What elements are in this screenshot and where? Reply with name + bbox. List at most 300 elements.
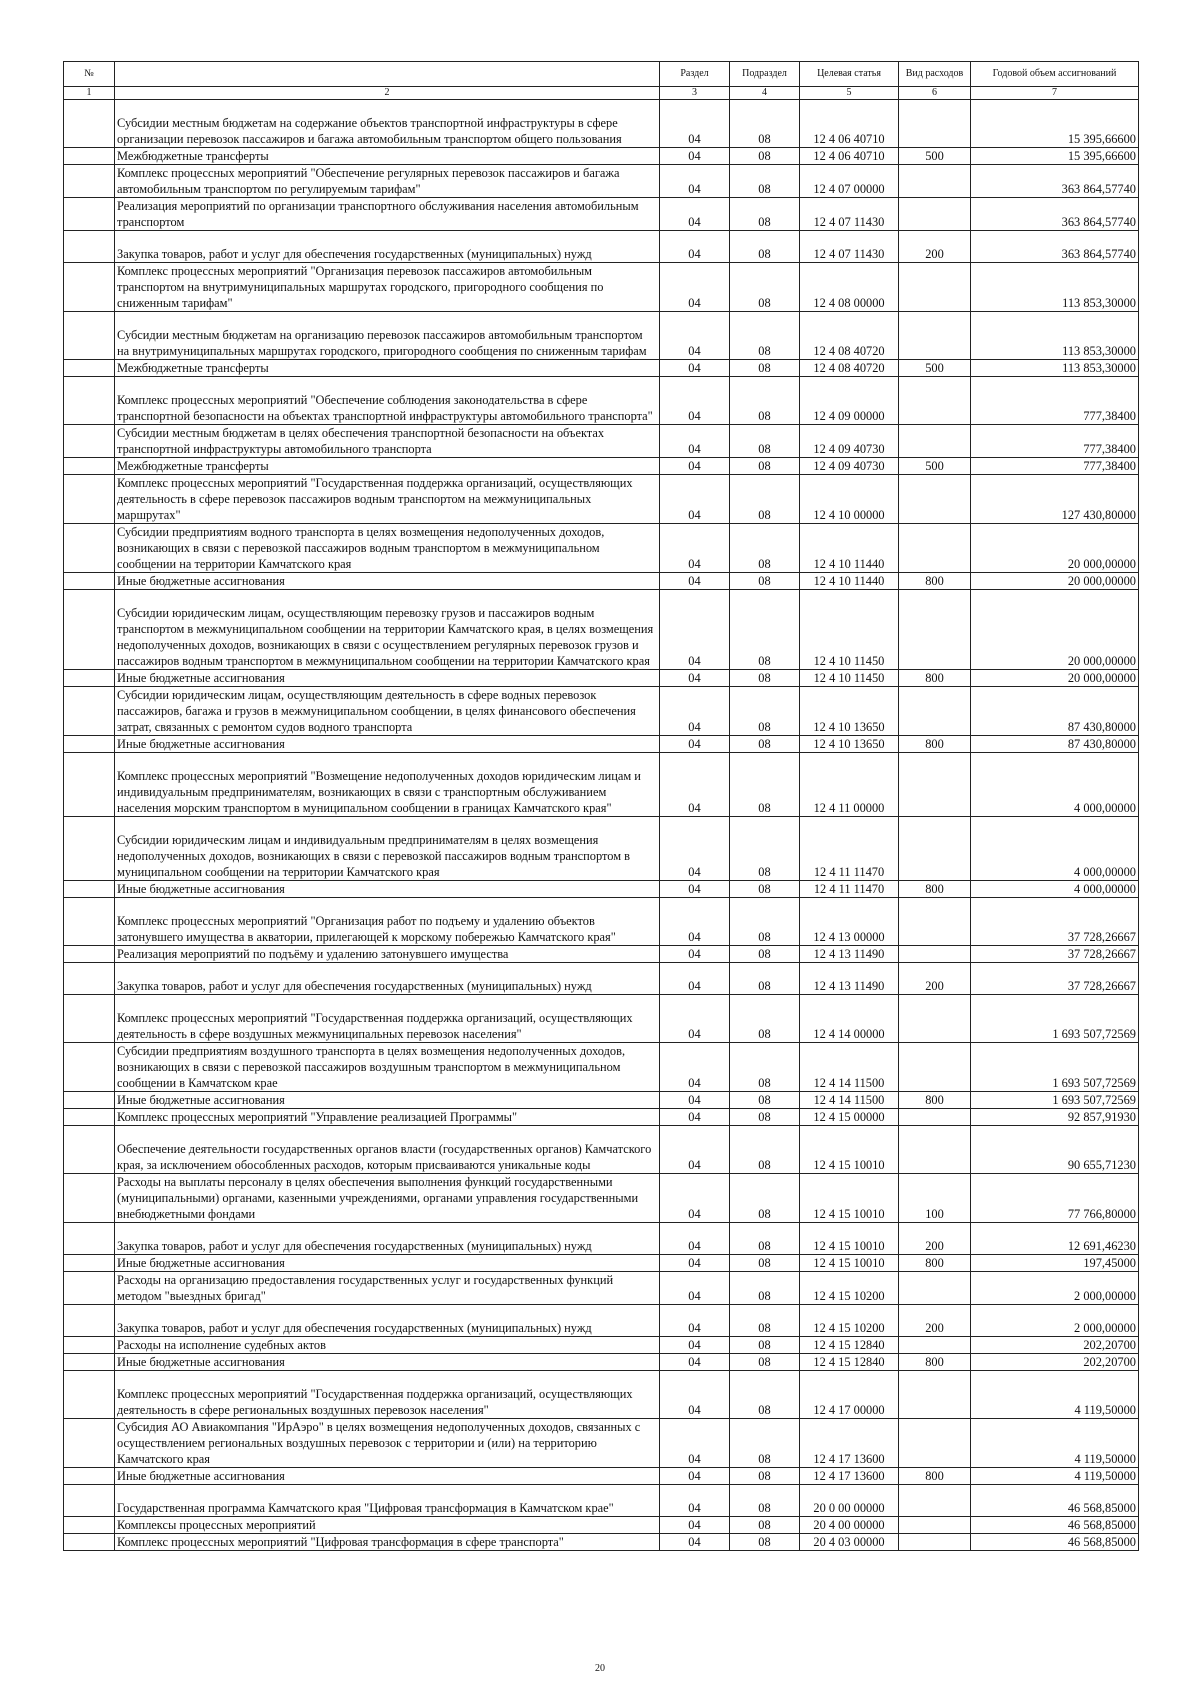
row-subsection-cell: 08	[730, 1371, 800, 1419]
row-number-cell	[64, 524, 115, 573]
row-amount-cell: 113 853,30000	[971, 312, 1139, 360]
row-expense-type-cell: 800	[899, 1255, 971, 1272]
row-number-cell	[64, 1109, 115, 1126]
row-number-cell	[64, 573, 115, 590]
row-subsection-cell: 08	[730, 1272, 800, 1305]
row-expense-type-cell: 200	[899, 231, 971, 263]
row-section-cell: 04	[660, 1371, 730, 1419]
row-number-cell	[64, 360, 115, 377]
row-target-item-cell: 12 4 15 10010	[800, 1223, 899, 1255]
row-name-cell: Комплекс процессных мероприятий "Организация перевозок пассажиров автомобильным транспортом на внутримуниципальных маршрутах городского, пригородного сообщения по сниженным тарифам"	[115, 263, 660, 312]
row-name-cell: Субсидии предприятиям водного транспорта в целях возмещения недополученных доходов, возникающих в связи с перевозкой пассажиров водным транспортом в межмуниципальном сообщении на территории Камчатского края	[115, 524, 660, 573]
row-amount-cell: 363 864,57740	[971, 165, 1139, 198]
header-expense-type: Вид расходов	[899, 62, 971, 87]
row-amount-cell: 113 853,30000	[971, 360, 1139, 377]
table-row	[64, 1174, 1139, 1223]
header-annual-volume: Годовой объем ассигнований	[971, 62, 1139, 87]
row-target-item-cell: 12 4 15 10010	[800, 1255, 899, 1272]
header-no: №	[64, 62, 115, 87]
row-subsection-cell: 08	[730, 475, 800, 524]
table-row	[64, 231, 1139, 263]
row-amount-cell: 777,38400	[971, 377, 1139, 425]
header-subsection: Подраздел	[730, 62, 800, 87]
row-name-cell: Иные бюджетные ассигнования	[115, 1092, 660, 1109]
table-row	[64, 312, 1139, 360]
row-number-cell	[64, 1305, 115, 1337]
row-section-cell: 04	[660, 1092, 730, 1109]
row-number-cell	[64, 231, 115, 263]
row-section-cell: 04	[660, 231, 730, 263]
row-amount-cell: 113 853,30000	[971, 263, 1139, 312]
row-section-cell: 04	[660, 1255, 730, 1272]
row-amount-cell: 127 430,80000	[971, 475, 1139, 524]
row-name-cell: Иные бюджетные ассигнования	[115, 881, 660, 898]
row-name-cell: Комплексы процессных мероприятий	[115, 1517, 660, 1534]
row-subsection-cell: 08	[730, 1517, 800, 1534]
row-name-cell: Иные бюджетные ассигнования	[115, 573, 660, 590]
row-expense-type-cell: 800	[899, 670, 971, 687]
row-amount-cell: 1 693 507,72569	[971, 1092, 1139, 1109]
row-number-cell	[64, 1126, 115, 1174]
row-target-item-cell: 12 4 15 10010	[800, 1126, 899, 1174]
row-section-cell: 04	[660, 817, 730, 881]
header-target-item: Целевая статья	[800, 62, 899, 87]
row-section-cell: 04	[660, 360, 730, 377]
row-subsection-cell: 08	[730, 898, 800, 946]
table-row	[64, 753, 1139, 817]
row-name-cell: Расходы на организацию предоставления государственных услуг и государственных функций методом "выездных бригад"	[115, 1272, 660, 1305]
row-section-cell: 04	[660, 1109, 730, 1126]
row-expense-type-cell	[899, 100, 971, 148]
row-subsection-cell: 08	[730, 1305, 800, 1337]
row-name-cell: Субсидии предприятиям воздушного транспорта в целях возмещения недополученных доходов, возникающих в связи с перевозкой пассажиров воздушным транспортом в межмуниципальном сообщении в Камчатском крае	[115, 1043, 660, 1092]
row-amount-cell: 90 655,71230	[971, 1126, 1139, 1174]
row-subsection-cell: 08	[730, 1337, 800, 1354]
row-section-cell: 04	[660, 148, 730, 165]
row-section-cell: 04	[660, 1043, 730, 1092]
row-expense-type-cell	[899, 1109, 971, 1126]
row-target-item-cell: 12 4 17 00000	[800, 1371, 899, 1419]
row-amount-cell: 2 000,00000	[971, 1305, 1139, 1337]
row-amount-cell: 87 430,80000	[971, 736, 1139, 753]
row-number-cell	[64, 1174, 115, 1223]
row-name-cell: Иные бюджетные ассигнования	[115, 1354, 660, 1371]
row-number-cell	[64, 1517, 115, 1534]
row-target-item-cell: 12 4 11 11470	[800, 817, 899, 881]
row-subsection-cell: 08	[730, 817, 800, 881]
row-section-cell: 04	[660, 1485, 730, 1517]
row-number-cell	[64, 1419, 115, 1468]
row-subsection-cell: 08	[730, 1534, 800, 1551]
row-expense-type-cell	[899, 1485, 971, 1517]
row-subsection-cell: 08	[730, 1419, 800, 1468]
row-name-cell: Субсидии местным бюджетам в целях обеспечения транспортной безопасности на объектах транспортной инфраструктуры автомобильного транспорта	[115, 425, 660, 458]
row-amount-cell: 20 000,00000	[971, 524, 1139, 573]
row-expense-type-cell	[899, 590, 971, 670]
row-number-cell	[64, 898, 115, 946]
row-subsection-cell: 08	[730, 1126, 800, 1174]
row-number-cell	[64, 475, 115, 524]
row-subsection-cell: 08	[730, 1043, 800, 1092]
table-row	[64, 687, 1139, 736]
row-section-cell: 04	[660, 312, 730, 360]
column-number: 4	[730, 87, 800, 100]
row-amount-cell: 202,20700	[971, 1354, 1139, 1371]
row-subsection-cell: 08	[730, 425, 800, 458]
row-name-cell: Комплекс процессных мероприятий "Обеспечение регулярных перевозок пассажиров и багажа автомобильным транспортом по регулируемым тарифам"	[115, 165, 660, 198]
row-expense-type-cell	[899, 165, 971, 198]
row-section-cell: 04	[660, 898, 730, 946]
row-subsection-cell: 08	[730, 1255, 800, 1272]
row-subsection-cell: 08	[730, 1174, 800, 1223]
row-expense-type-cell: 800	[899, 1092, 971, 1109]
row-expense-type-cell	[899, 425, 971, 458]
row-subsection-cell: 08	[730, 573, 800, 590]
row-name-cell: Субсидии местным бюджетам на содержание объектов транспортной инфраструктуры в сфере организации перевозок пассажиров и багажа автомобильным транспортом общего пользования	[115, 100, 660, 148]
row-target-item-cell: 12 4 15 10200	[800, 1305, 899, 1337]
row-expense-type-cell: 500	[899, 458, 971, 475]
row-target-item-cell: 12 4 08 00000	[800, 263, 899, 312]
row-section-cell: 04	[660, 995, 730, 1043]
row-number-cell	[64, 458, 115, 475]
row-subsection-cell: 08	[730, 963, 800, 995]
row-number-cell	[64, 1354, 115, 1371]
row-name-cell: Государственная программа Камчатского края "Цифровая трансформация в Камчатском крае"	[115, 1485, 660, 1517]
row-section-cell: 04	[660, 100, 730, 148]
table-row	[64, 1354, 1139, 1371]
table-row	[64, 817, 1139, 881]
table-row	[64, 1371, 1139, 1419]
row-name-cell: Комплекс процессных мероприятий "Организация работ по подъему и удалению объектов затонувшего имущества в акватории, прилегающей к морскому побережью Камчатского края"	[115, 898, 660, 946]
table-row	[64, 425, 1139, 458]
row-number-cell	[64, 1255, 115, 1272]
row-target-item-cell: 12 4 17 13600	[800, 1468, 899, 1485]
row-amount-cell: 363 864,57740	[971, 198, 1139, 231]
table-row	[64, 573, 1139, 590]
table-row	[64, 995, 1139, 1043]
row-section-cell: 04	[660, 1419, 730, 1468]
row-amount-cell: 4 119,50000	[971, 1419, 1139, 1468]
table-body	[64, 100, 1139, 1551]
table-row	[64, 1043, 1139, 1092]
row-subsection-cell: 08	[730, 670, 800, 687]
row-expense-type-cell: 200	[899, 963, 971, 995]
row-amount-cell: 1 693 507,72569	[971, 995, 1139, 1043]
table-row	[64, 360, 1139, 377]
row-expense-type-cell	[899, 198, 971, 231]
table-row	[64, 1272, 1139, 1305]
row-expense-type-cell	[899, 1534, 971, 1551]
row-name-cell: Межбюджетные трансферты	[115, 148, 660, 165]
row-name-cell: Комплекс процессных мероприятий "Возмещение недополученных доходов юридическим лицам и индивидуальным предпринимателям, возникающих в связи с транспортным обслуживанием населения морским транспортом в муниципальном сообщении в границах Камчатского края"	[115, 753, 660, 817]
row-amount-cell: 37 728,26667	[971, 946, 1139, 963]
row-target-item-cell: 12 4 10 11450	[800, 590, 899, 670]
row-target-item-cell: 12 4 10 13650	[800, 687, 899, 736]
row-amount-cell: 4 000,00000	[971, 753, 1139, 817]
table-row	[64, 1223, 1139, 1255]
row-name-cell: Иные бюджетные ассигнования	[115, 736, 660, 753]
row-amount-cell: 2 000,00000	[971, 1272, 1139, 1305]
row-section-cell: 04	[660, 475, 730, 524]
row-name-cell: Закупка товаров, работ и услуг для обеспечения государственных (муниципальных) нужд	[115, 1223, 660, 1255]
row-section-cell: 04	[660, 590, 730, 670]
row-section-cell: 04	[660, 963, 730, 995]
table-row	[64, 475, 1139, 524]
row-target-item-cell: 12 4 15 12840	[800, 1337, 899, 1354]
column-number: 6	[899, 87, 971, 100]
row-target-item-cell: 12 4 14 00000	[800, 995, 899, 1043]
row-name-cell: Реализация мероприятий по подъёму и удалению затонувшего имущества	[115, 946, 660, 963]
table-row	[64, 524, 1139, 573]
row-subsection-cell: 08	[730, 753, 800, 817]
row-target-item-cell: 12 4 15 10200	[800, 1272, 899, 1305]
row-target-item-cell: 12 4 06 40710	[800, 148, 899, 165]
row-number-cell	[64, 670, 115, 687]
row-amount-cell: 12 691,46230	[971, 1223, 1139, 1255]
row-target-item-cell: 12 4 10 13650	[800, 736, 899, 753]
table-row	[64, 1109, 1139, 1126]
row-expense-type-cell	[899, 475, 971, 524]
table-row	[64, 458, 1139, 475]
row-name-cell: Расходы на выплаты персоналу в целях обеспечения выполнения функций государственными (муниципальными) органами, казенными учреждениями, органами управления государственными внебюджетными фондами	[115, 1174, 660, 1223]
row-target-item-cell: 20 0 00 00000	[800, 1485, 899, 1517]
table-row	[64, 263, 1139, 312]
page-number: 20	[595, 1663, 605, 1674]
row-amount-cell: 197,45000	[971, 1255, 1139, 1272]
row-target-item-cell: 12 4 17 13600	[800, 1419, 899, 1468]
row-name-cell: Комплекс процессных мероприятий "Государственная поддержка организаций, осуществляющих деятельность в сфере перевозок пассажиров водным транспортом на межмуниципальных маршрутах"	[115, 475, 660, 524]
table-row	[64, 590, 1139, 670]
row-subsection-cell: 08	[730, 881, 800, 898]
row-name-cell: Иные бюджетные ассигнования	[115, 1255, 660, 1272]
row-name-cell: Комплекс процессных мероприятий "Управление реализацией Программы"	[115, 1109, 660, 1126]
header-section: Раздел	[660, 62, 730, 87]
row-expense-type-cell: 800	[899, 736, 971, 753]
table-row	[64, 165, 1139, 198]
row-expense-type-cell	[899, 817, 971, 881]
table-row	[64, 198, 1139, 231]
table-row	[64, 1468, 1139, 1485]
row-target-item-cell: 12 4 13 11490	[800, 946, 899, 963]
row-number-cell	[64, 1485, 115, 1517]
table-row	[64, 377, 1139, 425]
row-amount-cell: 20 000,00000	[971, 590, 1139, 670]
row-expense-type-cell	[899, 1272, 971, 1305]
row-target-item-cell: 12 4 09 40730	[800, 458, 899, 475]
row-subsection-cell: 08	[730, 736, 800, 753]
row-expense-type-cell	[899, 753, 971, 817]
row-section-cell: 04	[660, 736, 730, 753]
row-subsection-cell: 08	[730, 198, 800, 231]
row-amount-cell: 20 000,00000	[971, 573, 1139, 590]
row-number-cell	[64, 377, 115, 425]
row-subsection-cell: 08	[730, 377, 800, 425]
row-subsection-cell: 08	[730, 590, 800, 670]
row-number-cell	[64, 312, 115, 360]
row-target-item-cell: 12 4 07 11430	[800, 231, 899, 263]
row-number-cell	[64, 1371, 115, 1419]
row-name-cell: Закупка товаров, работ и услуг для обеспечения государственных (муниципальных) нужд	[115, 1305, 660, 1337]
row-target-item-cell: 20 4 03 00000	[800, 1534, 899, 1551]
row-name-cell: Закупка товаров, работ и услуг для обеспечения государственных (муниципальных) нужд	[115, 963, 660, 995]
row-section-cell: 04	[660, 1272, 730, 1305]
row-target-item-cell: 12 4 10 11440	[800, 524, 899, 573]
row-section-cell: 04	[660, 377, 730, 425]
row-subsection-cell: 08	[730, 148, 800, 165]
row-subsection-cell: 08	[730, 687, 800, 736]
row-amount-cell: 1 693 507,72569	[971, 1043, 1139, 1092]
table-row	[64, 946, 1139, 963]
row-section-cell: 04	[660, 670, 730, 687]
table-row	[64, 1485, 1139, 1517]
row-expense-type-cell	[899, 312, 971, 360]
row-target-item-cell: 12 4 14 11500	[800, 1092, 899, 1109]
row-number-cell	[64, 263, 115, 312]
row-target-item-cell: 12 4 09 40730	[800, 425, 899, 458]
row-amount-cell: 4 000,00000	[971, 881, 1139, 898]
budget-table	[63, 61, 1139, 1551]
row-number-cell	[64, 995, 115, 1043]
table-row	[64, 898, 1139, 946]
table-row	[64, 1337, 1139, 1354]
row-name-cell: Межбюджетные трансферты	[115, 458, 660, 475]
row-section-cell: 04	[660, 1223, 730, 1255]
table-row	[64, 1092, 1139, 1109]
row-expense-type-cell	[899, 1043, 971, 1092]
table-row	[64, 1419, 1139, 1468]
row-expense-type-cell: 800	[899, 573, 971, 590]
row-amount-cell: 20 000,00000	[971, 670, 1139, 687]
table-row	[64, 1126, 1139, 1174]
row-expense-type-cell	[899, 1419, 971, 1468]
row-amount-cell: 46 568,85000	[971, 1534, 1139, 1551]
row-section-cell: 04	[660, 458, 730, 475]
row-target-item-cell: 12 4 15 12840	[800, 1354, 899, 1371]
header-row	[64, 62, 1139, 87]
row-expense-type-cell	[899, 377, 971, 425]
row-amount-cell: 777,38400	[971, 425, 1139, 458]
row-section-cell: 04	[660, 1534, 730, 1551]
row-number-cell	[64, 1043, 115, 1092]
column-number: 2	[115, 87, 660, 100]
row-target-item-cell: 20 4 00 00000	[800, 1517, 899, 1534]
row-expense-type-cell	[899, 1517, 971, 1534]
row-target-item-cell: 12 4 06 40710	[800, 100, 899, 148]
budget-table-sheet	[63, 61, 1138, 1551]
row-subsection-cell: 08	[730, 360, 800, 377]
row-number-cell	[64, 1468, 115, 1485]
row-section-cell: 04	[660, 881, 730, 898]
row-amount-cell: 202,20700	[971, 1337, 1139, 1354]
row-expense-type-cell	[899, 1337, 971, 1354]
row-number-cell	[64, 1534, 115, 1551]
row-number-cell	[64, 148, 115, 165]
row-section-cell: 04	[660, 753, 730, 817]
row-section-cell: 04	[660, 1174, 730, 1223]
row-subsection-cell: 08	[730, 995, 800, 1043]
row-subsection-cell: 08	[730, 1223, 800, 1255]
row-subsection-cell: 08	[730, 1485, 800, 1517]
table-row	[64, 1517, 1139, 1534]
table-row	[64, 963, 1139, 995]
row-section-cell: 04	[660, 263, 730, 312]
row-target-item-cell: 12 4 10 11440	[800, 573, 899, 590]
row-target-item-cell: 12 4 09 00000	[800, 377, 899, 425]
row-number-cell	[64, 946, 115, 963]
row-target-item-cell: 12 4 10 11450	[800, 670, 899, 687]
row-expense-type-cell	[899, 687, 971, 736]
row-amount-cell: 15 395,66600	[971, 100, 1139, 148]
row-section-cell: 04	[660, 198, 730, 231]
row-expense-type-cell: 800	[899, 881, 971, 898]
row-name-cell: Иные бюджетные ассигнования	[115, 1468, 660, 1485]
row-name-cell: Расходы на исполнение судебных актов	[115, 1337, 660, 1354]
row-number-cell	[64, 1223, 115, 1255]
row-section-cell: 04	[660, 1468, 730, 1485]
row-target-item-cell: 12 4 07 00000	[800, 165, 899, 198]
row-number-cell	[64, 198, 115, 231]
row-target-item-cell: 12 4 15 10010	[800, 1174, 899, 1223]
table-row	[64, 1255, 1139, 1272]
row-number-cell	[64, 165, 115, 198]
row-expense-type-cell: 200	[899, 1305, 971, 1337]
row-subsection-cell: 08	[730, 1109, 800, 1126]
row-number-cell	[64, 963, 115, 995]
row-name-cell: Обеспечение деятельности государственных органов власти (государственных органов) Камчатского края, за исключением обособленных расходов, которым присваиваются уникальные коды	[115, 1126, 660, 1174]
row-name-cell: Комплекс процессных мероприятий "Государственная поддержка организаций, осуществляющих деятельность в сфере региональных воздушных перевозок населения"	[115, 1371, 660, 1419]
table-row	[64, 670, 1139, 687]
row-target-item-cell: 12 4 11 11470	[800, 881, 899, 898]
row-name-cell: Субсидии юридическим лицам и индивидуальным предпринимателям в целях возмещения недополученных доходов, возникающих в связи с перевозкой пассажиров водным транспортом в муниципальном сообщении на территории Камчатского края	[115, 817, 660, 881]
row-name-cell: Закупка товаров, работ и услуг для обеспечения государственных (муниципальных) нужд	[115, 231, 660, 263]
row-section-cell: 04	[660, 1354, 730, 1371]
row-target-item-cell: 12 4 11 00000	[800, 753, 899, 817]
row-name-cell: Межбюджетные трансферты	[115, 360, 660, 377]
row-number-cell	[64, 753, 115, 817]
row-target-item-cell: 12 4 07 11430	[800, 198, 899, 231]
row-target-item-cell: 12 4 10 00000	[800, 475, 899, 524]
row-section-cell: 04	[660, 1126, 730, 1174]
row-number-cell	[64, 1337, 115, 1354]
row-section-cell: 04	[660, 165, 730, 198]
row-section-cell: 04	[660, 1305, 730, 1337]
row-name-cell: Субсидии местным бюджетам на организацию перевозок пассажиров автомобильным транспортом на внутримуниципальных маршрутах городского, пригородного сообщения по сниженным тарифам	[115, 312, 660, 360]
row-target-item-cell: 12 4 13 11490	[800, 963, 899, 995]
row-expense-type-cell: 200	[899, 1223, 971, 1255]
row-subsection-cell: 08	[730, 524, 800, 573]
row-amount-cell: 46 568,85000	[971, 1485, 1139, 1517]
row-expense-type-cell: 100	[899, 1174, 971, 1223]
row-subsection-cell: 08	[730, 1354, 800, 1371]
row-name-cell: Реализация мероприятий по организации транспортного обслуживания населения автомобильным транспортом	[115, 198, 660, 231]
row-amount-cell: 37 728,26667	[971, 898, 1139, 946]
row-section-cell: 04	[660, 573, 730, 590]
column-number: 5	[800, 87, 899, 100]
table-row	[64, 100, 1139, 148]
row-number-cell	[64, 817, 115, 881]
row-subsection-cell: 08	[730, 1468, 800, 1485]
row-section-cell: 04	[660, 946, 730, 963]
table-row	[64, 736, 1139, 753]
row-name-cell: Комплекс процессных мероприятий "Цифровая трансформация в сфере транспорта"	[115, 1534, 660, 1551]
row-name-cell: Субсидии юридическим лицам, осуществляющим деятельность в сфере водных перевозок пассажиров, багажа и грузов в межмуниципальном сообщении, в целях финансового обеспечения затрат, связанных с ремонтом судов водного транспорта	[115, 687, 660, 736]
row-expense-type-cell: 800	[899, 1468, 971, 1485]
row-section-cell: 04	[660, 1517, 730, 1534]
row-expense-type-cell: 500	[899, 360, 971, 377]
row-amount-cell: 37 728,26667	[971, 963, 1139, 995]
row-amount-cell: 4 119,50000	[971, 1468, 1139, 1485]
row-number-cell	[64, 881, 115, 898]
